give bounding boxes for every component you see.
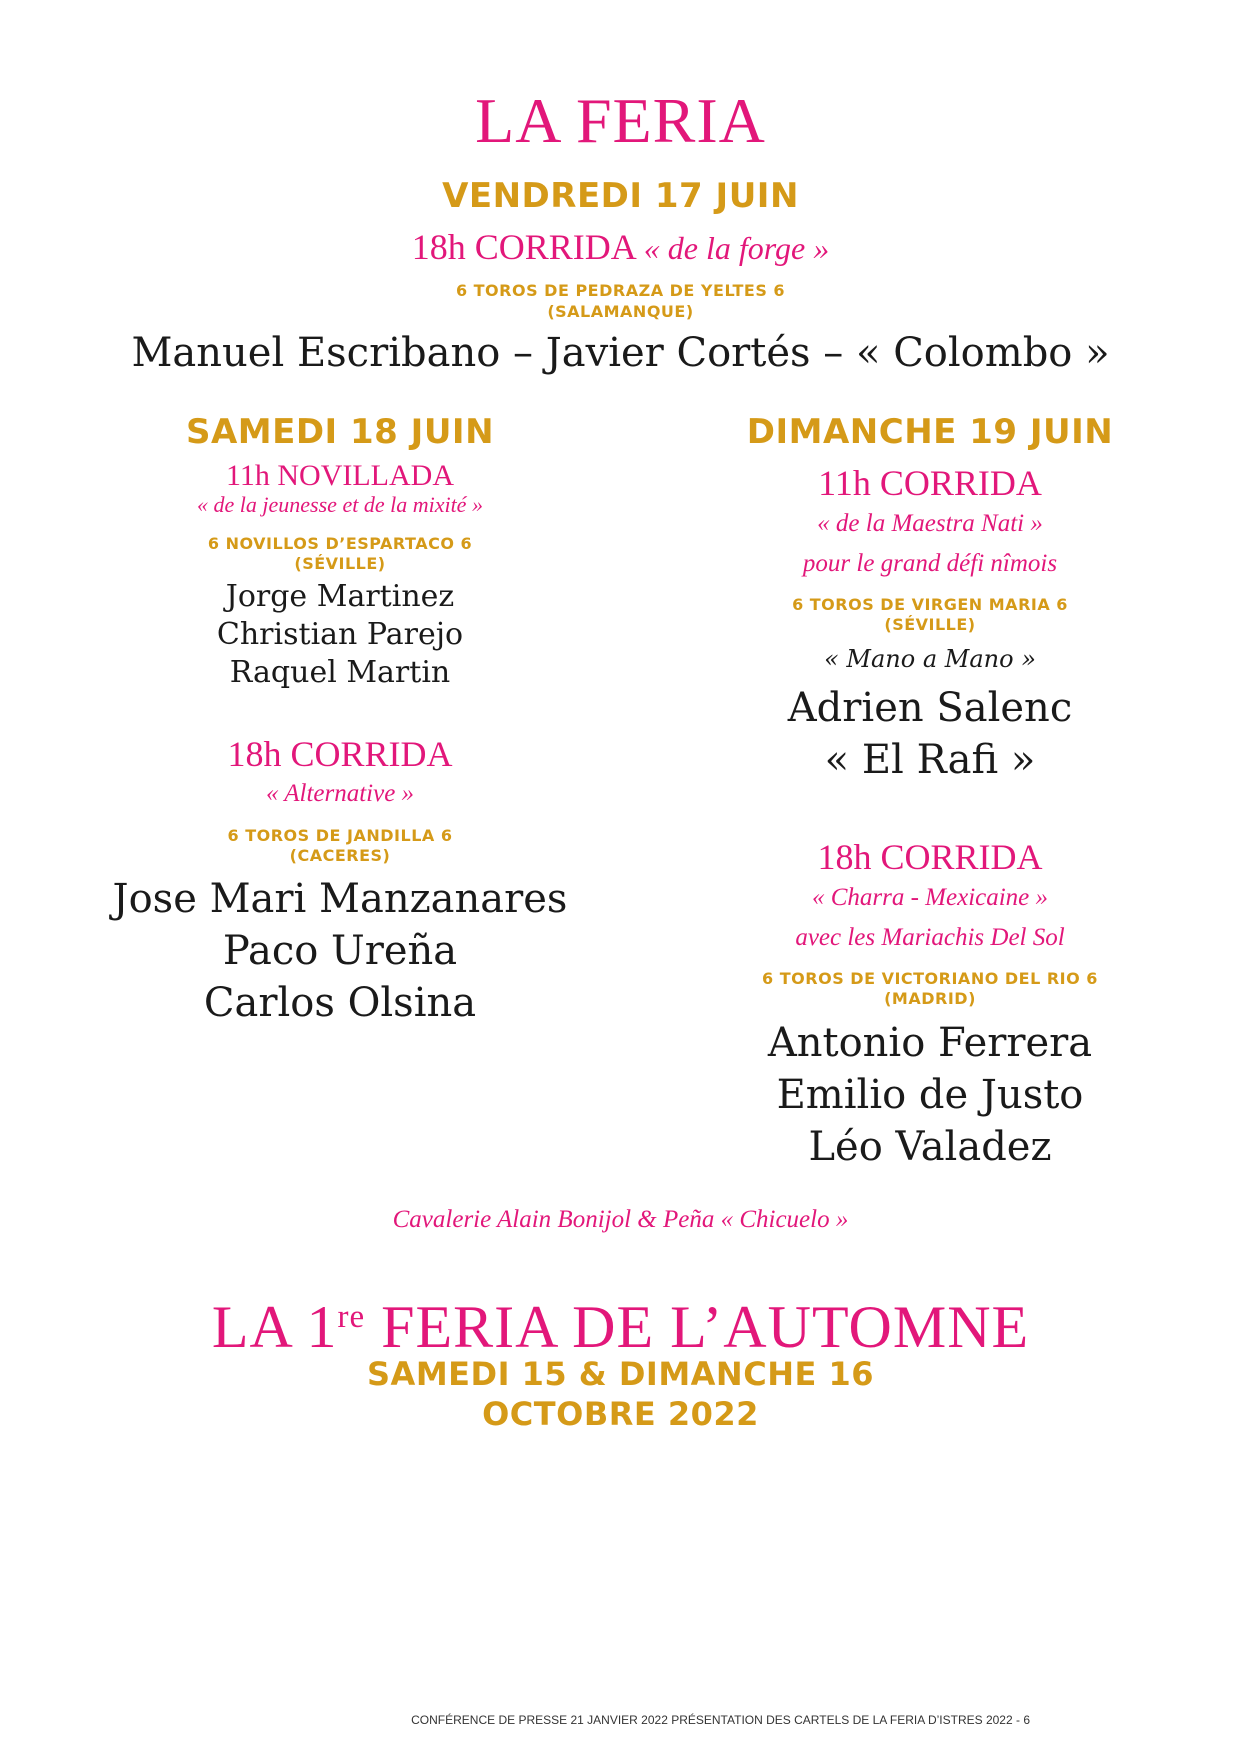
autumn-title-pre: LA 1 xyxy=(211,1293,338,1360)
saturday-event-1-subtitle: « de la jeunesse et de la mixité » xyxy=(197,492,483,517)
sunday-event-1-title: 11h CORRIDA xyxy=(818,463,1042,503)
sunday-event-2-title: 18h CORRIDA xyxy=(817,837,1043,877)
saturday-event-1-origin: (SÉVILLE) xyxy=(294,554,386,573)
sunday-event-1-subtitle: pour le grand défi nîmois xyxy=(802,550,1058,577)
sunday-event-2-origin: (MADRID) xyxy=(884,989,976,1008)
friday-event-time-type: 18h CORRIDA xyxy=(411,227,635,267)
saturday-event-1-bulls: 6 NOVILLOS D’ESPARTACO 6 xyxy=(207,534,473,553)
saturday-event-2-origin: (CACERES) xyxy=(289,846,391,865)
cavalerie-note: Cavalerie Alain Bonijol & Peña « Chicuelo » xyxy=(392,1206,849,1233)
sunday-event-2-torero: Emilio de Justo xyxy=(776,1072,1084,1118)
friday-origin: (SALAMANQUE) xyxy=(547,302,694,321)
page-title: LA FERIA xyxy=(475,85,766,156)
saturday-event-2-subtitle: « Alternative » xyxy=(265,780,415,807)
sunday-event-1-subtitle: « de la Maestra Nati » xyxy=(817,510,1043,537)
saturday-date: SAMEDI 18 JUIN xyxy=(185,412,495,452)
sunday-event-2-bulls: 6 TOROS DE VICTORIANO DEL RIO 6 xyxy=(762,969,1098,988)
sunday-event-1-bulls: 6 TOROS DE VIRGEN MARIA 6 xyxy=(792,595,1068,614)
autumn-title-post: FERIA DE L’AUTOMNE xyxy=(365,1293,1030,1360)
friday-toreros: Manuel Escribano – Javier Cortés – « Colombo » xyxy=(131,330,1110,376)
saturday-event-1-title: 11h NOVILLADA xyxy=(225,459,455,492)
saturday-event-2-title: 18h CORRIDA xyxy=(227,734,453,774)
saturday-event-2-torero: Jose Mari Manzanares xyxy=(112,876,568,922)
saturday-event-1-torero: Christian Parejo xyxy=(216,617,464,652)
sunday-event-2-subtitle: avec les Mariachis Del Sol xyxy=(795,924,1065,951)
autumn-title-sup: re xyxy=(337,1299,366,1335)
sunday-event-1-torero: « El Rafi » xyxy=(824,737,1036,783)
saturday-event-1-torero: Raquel Martin xyxy=(229,655,451,690)
sunday-event-2-torero: Antonio Ferrera xyxy=(767,1020,1093,1066)
autumn-dates-line2: OCTOBRE 2022 xyxy=(482,1395,759,1433)
sunday-date: DIMANCHE 19 JUIN xyxy=(746,412,1114,452)
friday-event-name: « de la forge » xyxy=(643,230,830,266)
saturday-event-2-bulls: 6 TOROS DE JANDILLA 6 xyxy=(227,826,453,845)
page-footer: CONFÉRENCE DE PRESSE 21 JANVIER 2022 PRÉSENTATION DES CARTELS DE LA FERIA D’ISTRES 2022 - 6 xyxy=(411,1713,1030,1727)
friday-bulls: 6 TOROS DE PEDRAZA DE YELTES 6 xyxy=(455,281,786,300)
sunday-event-2-subtitle: « Charra - Mexicaine » xyxy=(811,884,1049,911)
autumn-dates-line1: SAMEDI 15 & DIMANCHE 16 xyxy=(367,1355,874,1393)
friday-event-title xyxy=(0,226,1241,269)
sunday-event-2-torero: Léo Valadez xyxy=(808,1124,1052,1170)
saturday-event-1-torero: Jorge Martinez xyxy=(225,579,455,614)
sunday-event-1-torero: Adrien Salenc xyxy=(787,685,1073,731)
sunday-event-1-origin: (SÉVILLE) xyxy=(884,615,976,634)
saturday-event-2-torero: Paco Ureña xyxy=(222,928,458,974)
saturday-event-2-torero: Carlos Olsina xyxy=(203,980,477,1026)
sunday-event-1-format: « Mano a Mano » xyxy=(824,645,1036,673)
autumn-feria-title xyxy=(0,1282,1241,1362)
friday-date: VENDREDI 17 JUIN xyxy=(442,176,799,216)
